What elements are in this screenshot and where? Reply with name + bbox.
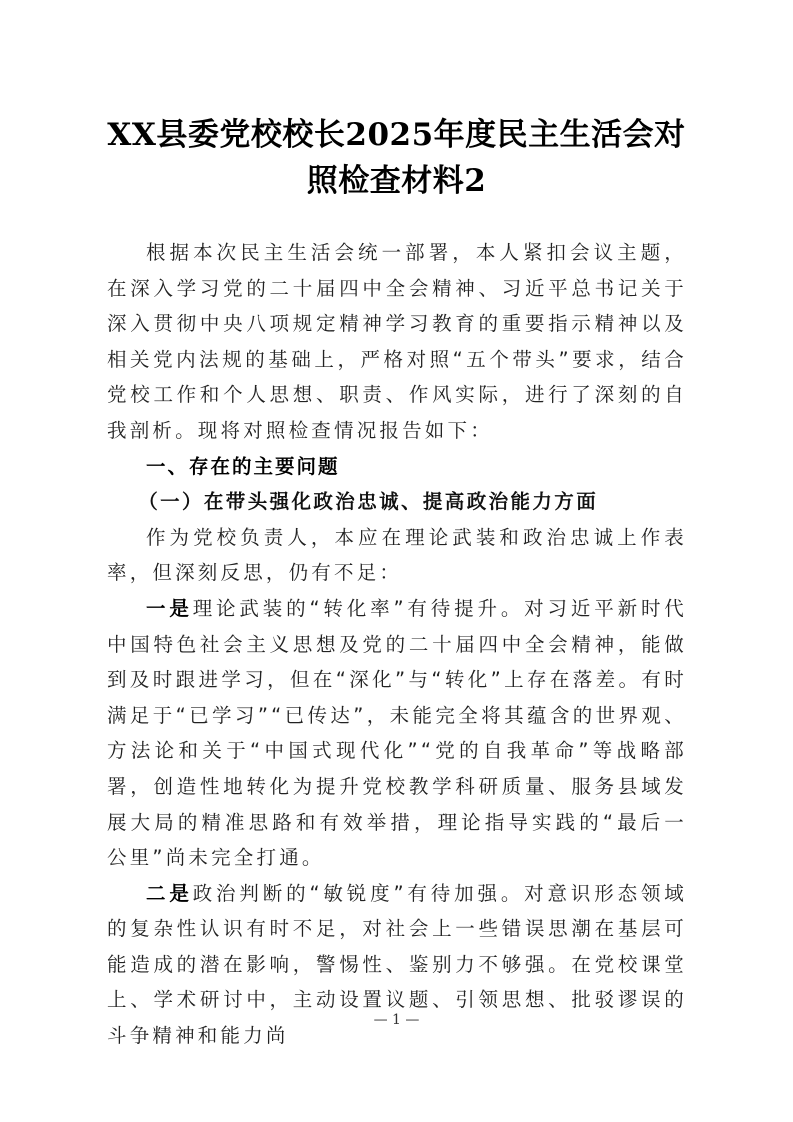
- point-1-text: 理论武装的“转化率”有待提升。对习近平新时代中国特色社会主义思想及党的二十届四中全会精神，能做到及时跟进学习，但在“深化”与“转化”上存在落差。有时满足于“已学习”“已传达”，未能完全将其蕴含的世界观、方法论和关于“中国式现代化”“党的自我革命”等战略部署，创造性地转化为提升党校教学科研质量、服务县域发展大局的精准思路和有效举措，理论指导实践的“最后一公里”尚未完全打通。: [107, 596, 687, 870]
- point-1-paragraph: [107, 591, 687, 876]
- document-title: [90, 112, 703, 204]
- subsection-intro-paragraph: 作为党校负责人，本应在理论武装和政治忠诚上作表率，但深刻反思，仍有不足：: [107, 525, 687, 585]
- title-line-2: 照检查材料2: [306, 163, 487, 199]
- page-number: — 1 —: [373, 1012, 420, 1028]
- subsection-heading: （一）在带头强化政治忠诚、提高政治能力方面: [138, 490, 599, 514]
- intro-paragraph: 根据本次民主生活会统一部署，本人紧扣会议主题，在深入学习党的二十届四中全会精神、习近平总书记关于深入贯彻中央八项规定精神学习教育的重要指示精神以及相关党内法规的基础上，严格对照“五个带头”要求，结合党校工作和个人思想、职责、作风实际，进行了深刻的自我剖析。现将对照检查情况报告如下：: [107, 241, 687, 442]
- point-2-text: 政治判断的“敏锐度”有待加强。对意识形态领域的复杂性认识有时不足，对社会上一些错误思潮在基层可能造成的潜在影响，警惕性、鉴别力不够强。在党校课堂上、学术研讨中，主动设置议题、引领思想、批驳谬误的斗争精神和能力尚: [107, 881, 687, 1048]
- point-2-lead: 二是: [146, 881, 193, 905]
- document-body: [107, 235, 687, 1054]
- point-1-lead: 一是: [146, 596, 193, 620]
- section-heading: 一、存在的主要问题: [146, 454, 340, 478]
- title-line-1: XX县委党校校长2025年度民主生活会对: [107, 117, 686, 153]
